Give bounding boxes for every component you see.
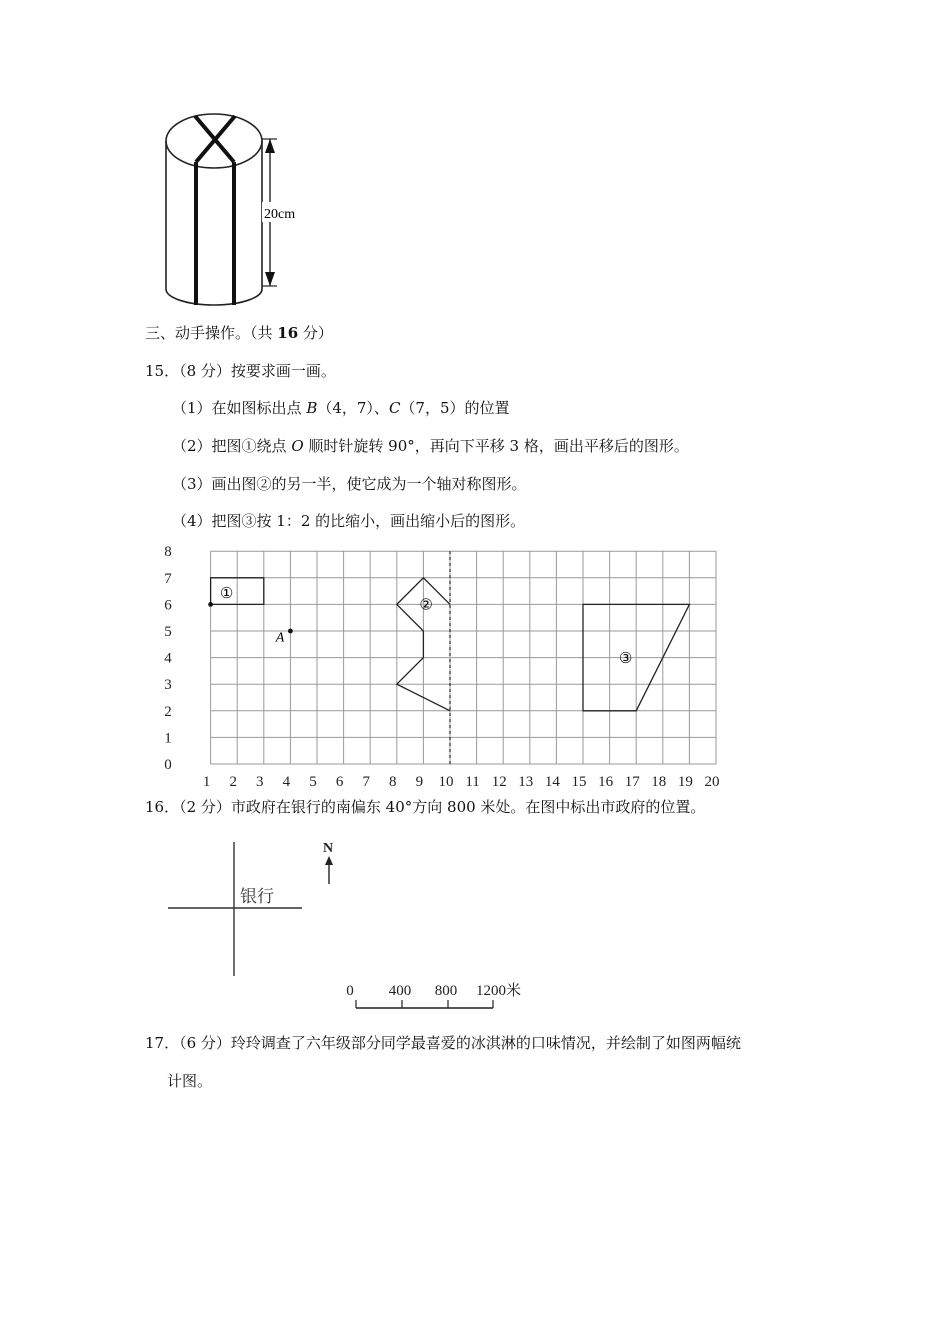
y-tick-label: 8: [164, 544, 172, 561]
north-label: N: [323, 841, 334, 856]
y-tick-label: 5: [164, 624, 172, 640]
x-tick-label: 14: [544, 774, 560, 790]
cylinder-figure: [150, 105, 320, 320]
cylinder-bottom: [166, 289, 262, 305]
x-tick-label: 10: [438, 774, 454, 790]
figure-1-label: ①: [219, 585, 234, 602]
point-a-label: A: [275, 630, 285, 646]
point-a: [288, 629, 293, 634]
arrowhead-up: [265, 139, 275, 153]
scale-label-400: 400: [388, 983, 412, 999]
figure-2-label: ②: [419, 597, 433, 614]
q15-item-3: （3）画出图②的另一半，使它成为一个轴对称图形。: [172, 475, 527, 493]
x-tick-label: 17: [624, 774, 640, 790]
x-tick-label: 15: [571, 774, 587, 790]
y-axis-tick-labels: [164, 544, 172, 773]
x-tick-label: 18: [651, 774, 667, 790]
x-tick-label: 3: [256, 774, 264, 790]
arrowhead-down: [265, 272, 275, 286]
q17-line-1: 17．（6 分）玲玲调查了六年级部分同学最喜爱的冰淇淋的口味情况，并绘制了如图两幅统: [145, 1034, 741, 1052]
x-tick-label: 16: [598, 774, 614, 790]
figure-3-label: ③: [618, 650, 633, 667]
point-o: [208, 602, 213, 607]
x-tick-label: 20: [704, 774, 720, 790]
bank-label: 银行: [240, 887, 274, 906]
ribbon-top-x: [195, 116, 235, 162]
scale-label-800: 800: [434, 983, 458, 999]
x-tick-label: 8: [389, 774, 397, 790]
y-tick-label: 7: [164, 570, 172, 587]
x-tick-label: 1: [202, 774, 211, 790]
scale-label-0: 0: [346, 983, 354, 999]
x-tick-label: 4: [282, 774, 291, 790]
y-tick-label: 6: [164, 597, 172, 614]
y-tick-label: 4: [164, 650, 172, 667]
q15-header: 15．（8 分）按要求画一画。: [145, 362, 336, 380]
y-tick-label: 3: [164, 677, 172, 694]
q16-header: 16．（2 分）市政府在银行的南偏东 40°方向 800 米处。在图中标出市政府的位置。: [145, 798, 706, 816]
x-tick-label: 19: [677, 774, 693, 790]
coordinate-grid: [150, 538, 740, 790]
q15-item-1: （1）在如图标出点 B（4，7）、C（7，5）的位置: [172, 399, 510, 417]
x-tick-label: 9: [415, 774, 424, 790]
x-tick-label: 12: [491, 774, 507, 790]
x-tick-label: 6: [335, 774, 344, 790]
section-3-heading: 三、动手操作。（共 16 分）: [145, 324, 333, 342]
x-tick-label: 2: [229, 774, 237, 790]
x-tick-label: 11: [465, 774, 480, 790]
y-tick-label: 0: [164, 757, 172, 773]
direction-map: [160, 832, 550, 1017]
north-arrow-icon: [325, 856, 333, 865]
height-label: 20cm: [264, 207, 296, 222]
scale-label-1200: 1200米: [476, 983, 522, 999]
y-tick-label: 2: [164, 703, 172, 720]
y-tick-label: 1: [164, 730, 172, 747]
grid-lines: [211, 551, 716, 764]
x-axis-tick-labels: [203, 774, 720, 790]
x-tick-label: 13: [518, 774, 534, 790]
q17-line-2: 计图。: [167, 1072, 213, 1090]
q15-item-2: （2）把图①绕点 O 顺时针旋转 90°，再向下平移 3 格，画出平移后的图形。: [172, 437, 689, 455]
x-tick-label: 5: [309, 774, 317, 790]
x-tick-label: 7: [362, 774, 370, 790]
q15-item-4: （4）把图③按 1：2 的比缩小，画出缩小后的图形。: [172, 512, 526, 530]
